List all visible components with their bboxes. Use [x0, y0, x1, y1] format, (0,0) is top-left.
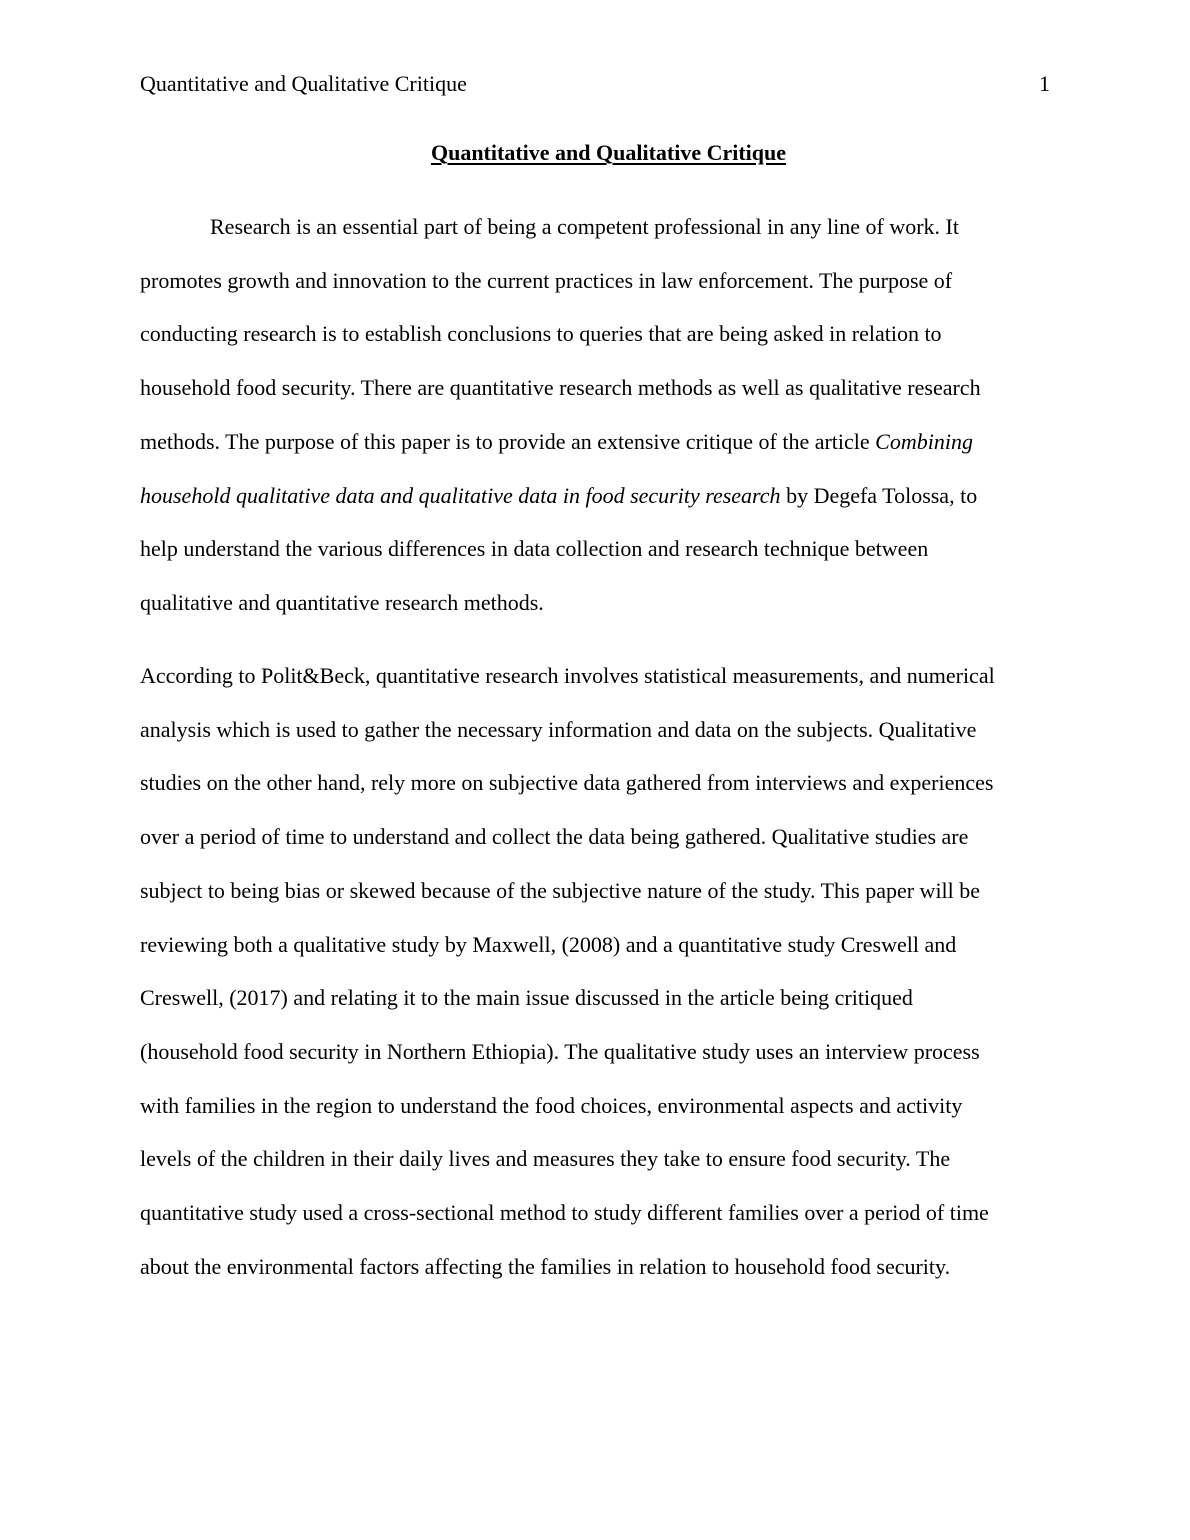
paragraph-line: Research is an essential part of being a competent professional in any line of work. It	[210, 214, 959, 239]
paragraph-line: help understand the various differences in data collection and research technique between	[140, 536, 929, 562]
paragraph-line: (household food security in Northern Ethiopia). The qualitative study uses an interview process	[140, 1038, 980, 1064]
line-text: methods. The purpose of this paper is to provide an extensive critique of the article	[140, 428, 876, 454]
paragraph-research-methods	[140, 649, 1050, 1293]
paragraph-line: analysis which is used to gather the necessary information and data on the subjects. Qualitative	[140, 716, 977, 742]
document-title-text: Quantitative and Qualitative Critique	[430, 140, 787, 165]
paragraph-line: with families in the region to understand the food choices, environmental aspects and activity	[140, 1092, 963, 1118]
paragraph-line	[140, 415, 1050, 469]
document-title	[140, 139, 1077, 167]
paragraph-line: According to Polit&Beck, quantitative research involves statistical measurements, and numerical	[140, 663, 995, 688]
paragraph-line	[140, 469, 1050, 523]
article-title-part-1: Combining	[875, 428, 973, 454]
paragraph-line: levels of the children in their daily lives and measures they take to ensure food security. The	[140, 1146, 951, 1172]
paragraph-line: over a period of time to understand and collect the data being gathered. Qualitative studies are	[140, 824, 969, 850]
paragraph-line: subject to being bias or skewed because of the subjective nature of the study. This paper will be	[140, 877, 981, 903]
paragraph-line: Creswell, (2017) and relating it to the main issue discussed in the article being critiqued	[140, 985, 913, 1011]
paragraph-line: promotes growth and innovation to the current practices in law enforcement. The purpose of	[140, 267, 953, 293]
article-title-part-2: household qualitative data and qualitative data in food security research	[140, 482, 781, 508]
paragraph-line: reviewing both a qualitative study by Maxwell, (2008) and a quantitative study Creswell and	[140, 931, 957, 957]
running-head: Quantitative and Qualitative Critique	[140, 71, 467, 96]
line-text: by Degefa Tolossa, to	[780, 482, 978, 508]
paragraph-line: qualitative and quantitative research methods.	[140, 589, 544, 615]
paragraph-line: about the environmental factors affecting the families in relation to household food security.	[140, 1253, 951, 1279]
paragraph-line: conducting research is to establish conclusions to queries that are being asked in relation to	[140, 321, 942, 347]
paragraph-line: studies on the other hand, rely more on subjective data gathered from interviews and experiences	[140, 770, 994, 796]
page-number: 1	[1039, 71, 1050, 96]
paragraph-introduction	[140, 200, 1050, 630]
paragraph-line: quantitative study used a cross-sectional method to study different families over a period of time	[140, 1200, 989, 1226]
paragraph-line: household food security. There are quantitative research methods as well as qualitative research	[140, 375, 981, 401]
